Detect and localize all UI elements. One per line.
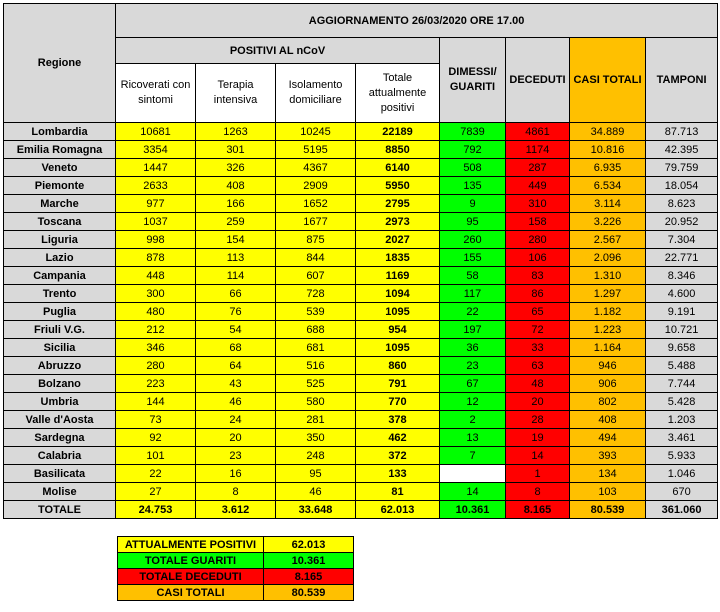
- cell-casi-totali: 6.534: [570, 177, 646, 195]
- cell-deceduti: 1: [506, 465, 570, 483]
- cell-terapia: 76: [196, 303, 276, 321]
- cell-ricoverati: 300: [116, 285, 196, 303]
- cell-totale-positivi: 770: [356, 393, 440, 411]
- cell-tamponi: 8.346: [646, 267, 718, 285]
- cell-ricoverati: 92: [116, 429, 196, 447]
- cell-isolamento: 1652: [276, 195, 356, 213]
- header-totale-positivi: Totale attualmente positivi: [356, 64, 440, 123]
- cell-casi-totali: 1.297: [570, 285, 646, 303]
- header-casi-totali: CASI TOTALI: [570, 38, 646, 123]
- cell-terapia: 66: [196, 285, 276, 303]
- table-row: [4, 195, 718, 213]
- cell-terapia: 24: [196, 411, 276, 429]
- cell-casi-totali: 1.223: [570, 321, 646, 339]
- total-cell-totale-positivi: 62.013: [356, 501, 440, 519]
- cell-isolamento: 1677: [276, 213, 356, 231]
- cell-ricoverati: 223: [116, 375, 196, 393]
- table-row: [4, 141, 718, 159]
- table-row: [4, 177, 718, 195]
- summary-value: 10.361: [264, 553, 354, 569]
- cell-regione: Valle d'Aosta: [4, 411, 116, 429]
- cell-totale-positivi: 791: [356, 375, 440, 393]
- cell-terapia: 43: [196, 375, 276, 393]
- cell-totale-positivi: 860: [356, 357, 440, 375]
- summary-label: TOTALE GUARITI: [118, 553, 264, 569]
- cell-deceduti: 8: [506, 483, 570, 501]
- cell-dimessi: 7: [440, 447, 506, 465]
- cell-ricoverati: 346: [116, 339, 196, 357]
- cell-tamponi: 7.304: [646, 231, 718, 249]
- cell-totale-positivi: 133: [356, 465, 440, 483]
- cell-dimessi: 792: [440, 141, 506, 159]
- cell-deceduti: 19: [506, 429, 570, 447]
- cell-casi-totali: 10.816: [570, 141, 646, 159]
- cell-dimessi: 155: [440, 249, 506, 267]
- total-cell-regione: TOTALE: [4, 501, 116, 519]
- cell-terapia: 166: [196, 195, 276, 213]
- cell-terapia: 23: [196, 447, 276, 465]
- header-regione: Regione: [4, 4, 116, 123]
- cell-regione: Lombardia: [4, 123, 116, 141]
- summary-label: TOTALE DECEDUTI: [118, 569, 264, 585]
- table-row: [4, 159, 718, 177]
- cell-deceduti: 310: [506, 195, 570, 213]
- total-row: [4, 501, 718, 519]
- cell-ricoverati: 73: [116, 411, 196, 429]
- cell-regione: Friuli V.G.: [4, 321, 116, 339]
- cell-ricoverati: 998: [116, 231, 196, 249]
- cell-terapia: 54: [196, 321, 276, 339]
- cell-tamponi: 5.933: [646, 447, 718, 465]
- cell-casi-totali: 103: [570, 483, 646, 501]
- cell-isolamento: 2909: [276, 177, 356, 195]
- cell-deceduti: 63: [506, 357, 570, 375]
- cell-ricoverati: 448: [116, 267, 196, 285]
- cell-regione: Marche: [4, 195, 116, 213]
- covid-regions-table: [3, 3, 718, 519]
- cell-tamponi: 3.461: [646, 429, 718, 447]
- cell-ricoverati: 10681: [116, 123, 196, 141]
- cell-terapia: 8: [196, 483, 276, 501]
- cell-ricoverati: 977: [116, 195, 196, 213]
- header-updated: AGGIORNAMENTO 26/03/2020 ORE 17.00: [116, 4, 718, 38]
- total-cell-terapia: 3.612: [196, 501, 276, 519]
- cell-regione: Bolzano: [4, 375, 116, 393]
- cell-totale-positivi: 1169: [356, 267, 440, 285]
- cell-deceduti: 83: [506, 267, 570, 285]
- cell-isolamento: 4367: [276, 159, 356, 177]
- cell-casi-totali: 1.182: [570, 303, 646, 321]
- table-row: [4, 483, 718, 501]
- cell-casi-totali: 134: [570, 465, 646, 483]
- summary-label: CASI TOTALI: [118, 585, 264, 601]
- header-terapia: Terapia intensiva: [196, 64, 276, 123]
- cell-dimessi: 58: [440, 267, 506, 285]
- summary-row: [118, 553, 354, 569]
- cell-totale-positivi: 462: [356, 429, 440, 447]
- cell-terapia: 20: [196, 429, 276, 447]
- cell-terapia: 408: [196, 177, 276, 195]
- cell-deceduti: 72: [506, 321, 570, 339]
- table-row: [4, 303, 718, 321]
- cell-casi-totali: 34.889: [570, 123, 646, 141]
- cell-isolamento: 580: [276, 393, 356, 411]
- header-deceduti: DECEDUTI: [506, 38, 570, 123]
- cell-ricoverati: 480: [116, 303, 196, 321]
- cell-regione: Sicilia: [4, 339, 116, 357]
- cell-casi-totali: 906: [570, 375, 646, 393]
- cell-tamponi: 8.623: [646, 195, 718, 213]
- cell-isolamento: 95: [276, 465, 356, 483]
- cell-deceduti: 20: [506, 393, 570, 411]
- cell-totale-positivi: 2027: [356, 231, 440, 249]
- cell-tamponi: 10.721: [646, 321, 718, 339]
- cell-tamponi: 20.952: [646, 213, 718, 231]
- table-body: [4, 123, 718, 519]
- summary-value: 8.165: [264, 569, 354, 585]
- header-positivi-group: POSITIVI AL nCoV: [116, 38, 440, 64]
- cell-regione: Trento: [4, 285, 116, 303]
- cell-isolamento: 10245: [276, 123, 356, 141]
- cell-deceduti: 33: [506, 339, 570, 357]
- cell-totale-positivi: 2795: [356, 195, 440, 213]
- cell-terapia: 326: [196, 159, 276, 177]
- cell-tamponi: 670: [646, 483, 718, 501]
- cell-regione: Molise: [4, 483, 116, 501]
- summary-table: [117, 536, 354, 601]
- cell-totale-positivi: 378: [356, 411, 440, 429]
- cell-terapia: 114: [196, 267, 276, 285]
- cell-ricoverati: 22: [116, 465, 196, 483]
- cell-casi-totali: 393: [570, 447, 646, 465]
- cell-isolamento: 525: [276, 375, 356, 393]
- cell-dimessi: 117: [440, 285, 506, 303]
- cell-regione: Sardegna: [4, 429, 116, 447]
- cell-deceduti: 48: [506, 375, 570, 393]
- header-ricoverati: Ricoverati con sintomi: [116, 64, 196, 123]
- cell-casi-totali: 2.096: [570, 249, 646, 267]
- cell-regione: Abruzzo: [4, 357, 116, 375]
- cell-tamponi: 5.428: [646, 393, 718, 411]
- cell-isolamento: 844: [276, 249, 356, 267]
- cell-ricoverati: 878: [116, 249, 196, 267]
- total-cell-dimessi: 10.361: [440, 501, 506, 519]
- cell-terapia: 64: [196, 357, 276, 375]
- cell-isolamento: 5195: [276, 141, 356, 159]
- cell-tamponi: 18.054: [646, 177, 718, 195]
- cell-regione: Lazio: [4, 249, 116, 267]
- cell-deceduti: 1174: [506, 141, 570, 159]
- cell-isolamento: 681: [276, 339, 356, 357]
- cell-casi-totali: 408: [570, 411, 646, 429]
- cell-deceduti: 65: [506, 303, 570, 321]
- cell-regione: Basilicata: [4, 465, 116, 483]
- cell-terapia: 1263: [196, 123, 276, 141]
- cell-tamponi: 9.658: [646, 339, 718, 357]
- cell-totale-positivi: 1094: [356, 285, 440, 303]
- cell-deceduti: 280: [506, 231, 570, 249]
- cell-ricoverati: 101: [116, 447, 196, 465]
- cell-dimessi: 36: [440, 339, 506, 357]
- cell-totale-positivi: 22189: [356, 123, 440, 141]
- cell-totale-positivi: 2973: [356, 213, 440, 231]
- cell-isolamento: 875: [276, 231, 356, 249]
- cell-dimessi: 67: [440, 375, 506, 393]
- summary-value: 80.539: [264, 585, 354, 601]
- cell-dimessi: 23: [440, 357, 506, 375]
- cell-terapia: 154: [196, 231, 276, 249]
- cell-isolamento: 728: [276, 285, 356, 303]
- cell-isolamento: 281: [276, 411, 356, 429]
- cell-terapia: 113: [196, 249, 276, 267]
- table-row: [4, 411, 718, 429]
- cell-casi-totali: 802: [570, 393, 646, 411]
- cell-tamponi: 5.488: [646, 357, 718, 375]
- total-cell-tamponi: 361.060: [646, 501, 718, 519]
- cell-casi-totali: 3.114: [570, 195, 646, 213]
- cell-terapia: 68: [196, 339, 276, 357]
- table-row: [4, 447, 718, 465]
- table-row: [4, 357, 718, 375]
- cell-dimessi: 2: [440, 411, 506, 429]
- cell-ricoverati: 27: [116, 483, 196, 501]
- summary-body: [118, 537, 354, 601]
- cell-totale-positivi: 1095: [356, 303, 440, 321]
- cell-ricoverati: 1447: [116, 159, 196, 177]
- cell-casi-totali: 3.226: [570, 213, 646, 231]
- header-isolamento: Isolamento domiciliare: [276, 64, 356, 123]
- table-row: [4, 393, 718, 411]
- cell-regione: Puglia: [4, 303, 116, 321]
- cell-regione: Veneto: [4, 159, 116, 177]
- table-row: [4, 213, 718, 231]
- total-cell-deceduti: 8.165: [506, 501, 570, 519]
- cell-totale-positivi: 8850: [356, 141, 440, 159]
- cell-regione: Piemonte: [4, 177, 116, 195]
- cell-terapia: 301: [196, 141, 276, 159]
- cell-deceduti: 449: [506, 177, 570, 195]
- table-row: [4, 249, 718, 267]
- cell-ricoverati: 2633: [116, 177, 196, 195]
- cell-ricoverati: 3354: [116, 141, 196, 159]
- summary-row: [118, 569, 354, 585]
- cell-totale-positivi: 954: [356, 321, 440, 339]
- cell-dimessi: [440, 465, 506, 483]
- cell-totale-positivi: 1835: [356, 249, 440, 267]
- cell-deceduti: 28: [506, 411, 570, 429]
- cell-casi-totali: 494: [570, 429, 646, 447]
- cell-regione: Toscana: [4, 213, 116, 231]
- cell-dimessi: 197: [440, 321, 506, 339]
- summary-row: [118, 537, 354, 553]
- cell-deceduti: 14: [506, 447, 570, 465]
- table-row: [4, 285, 718, 303]
- cell-casi-totali: 1.164: [570, 339, 646, 357]
- cell-isolamento: 248: [276, 447, 356, 465]
- total-cell-casi-totali: 80.539: [570, 501, 646, 519]
- cell-isolamento: 46: [276, 483, 356, 501]
- cell-casi-totali: 6.935: [570, 159, 646, 177]
- cell-tamponi: 1.046: [646, 465, 718, 483]
- cell-tamponi: 4.600: [646, 285, 718, 303]
- cell-dimessi: 13: [440, 429, 506, 447]
- cell-tamponi: 79.759: [646, 159, 718, 177]
- cell-deceduti: 106: [506, 249, 570, 267]
- table-row: [4, 429, 718, 447]
- cell-regione: Calabria: [4, 447, 116, 465]
- cell-regione: Campania: [4, 267, 116, 285]
- cell-isolamento: 350: [276, 429, 356, 447]
- total-cell-ricoverati: 24.753: [116, 501, 196, 519]
- cell-dimessi: 7839: [440, 123, 506, 141]
- cell-ricoverati: 212: [116, 321, 196, 339]
- cell-tamponi: 1.203: [646, 411, 718, 429]
- summary-row: [118, 585, 354, 601]
- cell-dimessi: 9: [440, 195, 506, 213]
- cell-regione: Liguria: [4, 231, 116, 249]
- cell-deceduti: 158: [506, 213, 570, 231]
- cell-totale-positivi: 1095: [356, 339, 440, 357]
- table-row: [4, 339, 718, 357]
- cell-tamponi: 42.395: [646, 141, 718, 159]
- table-row: [4, 465, 718, 483]
- cell-regione: Emilia Romagna: [4, 141, 116, 159]
- cell-totale-positivi: 5950: [356, 177, 440, 195]
- cell-deceduti: 4861: [506, 123, 570, 141]
- table-row: [4, 375, 718, 393]
- cell-dimessi: 95: [440, 213, 506, 231]
- table-row: [4, 321, 718, 339]
- summary-value: 62.013: [264, 537, 354, 553]
- cell-dimessi: 135: [440, 177, 506, 195]
- cell-tamponi: 22.771: [646, 249, 718, 267]
- cell-isolamento: 516: [276, 357, 356, 375]
- cell-casi-totali: 1.310: [570, 267, 646, 285]
- cell-totale-positivi: 81: [356, 483, 440, 501]
- cell-ricoverati: 144: [116, 393, 196, 411]
- cell-casi-totali: 946: [570, 357, 646, 375]
- table-row: [4, 231, 718, 249]
- cell-dimessi: 14: [440, 483, 506, 501]
- cell-dimessi: 260: [440, 231, 506, 249]
- cell-deceduti: 86: [506, 285, 570, 303]
- cell-totale-positivi: 6140: [356, 159, 440, 177]
- cell-dimessi: 508: [440, 159, 506, 177]
- cell-terapia: 46: [196, 393, 276, 411]
- cell-totale-positivi: 372: [356, 447, 440, 465]
- cell-ricoverati: 280: [116, 357, 196, 375]
- cell-tamponi: 87.713: [646, 123, 718, 141]
- cell-tamponi: 9.191: [646, 303, 718, 321]
- cell-terapia: 16: [196, 465, 276, 483]
- header-tamponi: TAMPONI: [646, 38, 718, 123]
- table-row: [4, 267, 718, 285]
- cell-isolamento: 607: [276, 267, 356, 285]
- table-row: [4, 123, 718, 141]
- cell-dimessi: 12: [440, 393, 506, 411]
- cell-deceduti: 287: [506, 159, 570, 177]
- cell-regione: Umbria: [4, 393, 116, 411]
- total-cell-isolamento: 33.648: [276, 501, 356, 519]
- cell-tamponi: 7.744: [646, 375, 718, 393]
- summary-label: ATTUALMENTE POSITIVI: [118, 537, 264, 553]
- cell-isolamento: 688: [276, 321, 356, 339]
- cell-ricoverati: 1037: [116, 213, 196, 231]
- header-dimessi: DIMESSI/ GUARITI: [440, 38, 506, 123]
- cell-isolamento: 539: [276, 303, 356, 321]
- cell-casi-totali: 2.567: [570, 231, 646, 249]
- cell-dimessi: 22: [440, 303, 506, 321]
- cell-terapia: 259: [196, 213, 276, 231]
